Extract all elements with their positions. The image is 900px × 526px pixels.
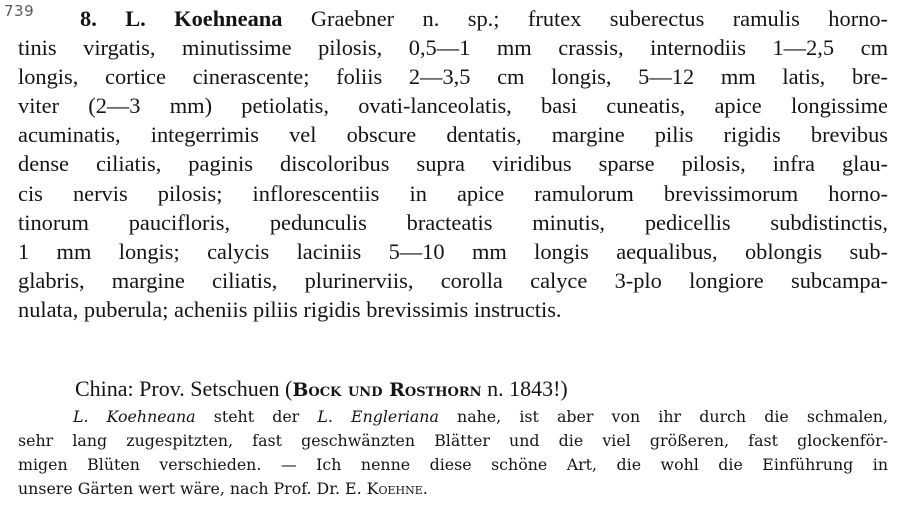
note-species-name: L. Koehneana bbox=[73, 407, 196, 426]
note-text: . bbox=[422, 479, 428, 498]
comparison-note bbox=[18, 405, 888, 501]
description-line: viter (2—3 mm) petiolatis, ovati-lanceolatis, basi cuneatis, apice longissime bbox=[18, 93, 888, 119]
species-description bbox=[18, 4, 888, 324]
note-line bbox=[18, 405, 888, 429]
note-line bbox=[18, 477, 888, 501]
description-line: dense ciliatis, paginis discoloribus supra viridibus sparse pilosis, infra glau- bbox=[18, 151, 888, 177]
locality-suffix: n. 1843!) bbox=[481, 376, 568, 401]
note-text: steht der bbox=[195, 407, 318, 426]
description-line-text: Graebner n. sp.; frutex suberectus ramulis horno- bbox=[282, 6, 888, 31]
collector-names: Bock und Rosthorn bbox=[292, 379, 482, 401]
species-number: 8. bbox=[80, 6, 97, 31]
note-line: migen Blüten verschieden. — Ich nenne diese schöne Art, die wohl die Einführung in bbox=[18, 455, 888, 474]
species-name: L. Koehneana bbox=[125, 6, 283, 31]
description-line: tinis virgatis, minutissime pilosis, 0,5—1 mm crassis, internodiis 1—2,5 cm bbox=[18, 35, 888, 61]
description-line: tinorum paucifloris, pedunculis bracteatis minutis, pedicellis subdistinctis, bbox=[18, 209, 888, 235]
description-line: longis, cortice cinerascente; foliis 2—3,5 cm longis, 5—12 mm latis, bre- bbox=[18, 64, 888, 90]
description-line: acuminatis, integerrimis vel obscure dentatis, margine pilis rigidis brevibus bbox=[18, 122, 888, 148]
note-related-species: L. Engleriana bbox=[317, 407, 439, 426]
description-line: nulata, puberula; acheniis piliis rigidis brevissimis instructis. bbox=[18, 296, 562, 322]
note-text: nahe, ist aber von ihr durch die schmalen, bbox=[438, 407, 889, 426]
description-line: 1 mm longis; calycis laciniis 5—10 mm longis aequalibus, oblongis sub- bbox=[18, 238, 888, 264]
handwritten-page-number: 739 bbox=[4, 2, 35, 20]
note-text: unsere Gärten wert wäre, nach Prof. Dr. E. bbox=[18, 479, 367, 498]
note-line: sehr lang zugespitzten, fast geschwänzten Blätter und die viel größeren, fast glockenför- bbox=[18, 431, 888, 450]
locality-prefix: China: Prov. Setschuen ( bbox=[75, 376, 293, 401]
description-line: glabris, margine ciliatis, plurinerviis, corolla calyce 3-plo longiore subcampa- bbox=[18, 267, 888, 293]
description-line bbox=[18, 4, 888, 33]
locality-line bbox=[75, 376, 568, 402]
description-line: cis nervis pilosis; inflorescentiis in apice ramulorum brevissimorum horno- bbox=[18, 180, 888, 206]
dedicatee-name: Koehne bbox=[366, 479, 423, 498]
